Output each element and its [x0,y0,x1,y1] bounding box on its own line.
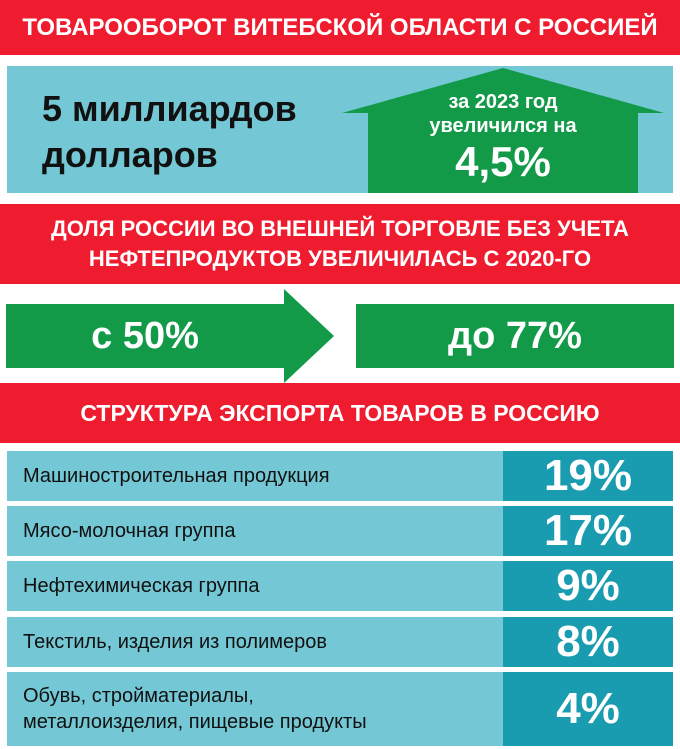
structure-row-label-text-2: металлоизделия, пищевые продукты [23,711,367,733]
share-to-box [356,304,674,368]
structure-row-value-text: 19% [543,451,633,500]
turnover-amount-line1: 5 миллиардов [42,88,297,129]
structure-heading-text: СТРУКТУРА ЭКСПОРТА ТОВАРОВ В РОССИЮ [80,399,600,426]
structure-row-label-text: Мясо-молочная группа [23,519,236,542]
structure-row-label-text: Нефтехимическая группа [23,574,260,597]
structure-row-1-label [7,451,503,501]
structure-row-value-text: 8% [556,617,620,666]
growth-value: 4,5% [455,138,551,185]
growth-text [368,90,638,186]
share-from-value: с 50% [91,314,199,357]
growth-line1: за 2023 год [448,91,558,113]
turnover-amount-line2: долларов [42,134,218,175]
structure-row-value-text: 4% [556,684,620,733]
structure-row-1-value [503,451,673,501]
share-heading-line2: НЕФТЕПРОДУКТОВ УВЕЛИЧИЛАСЬ С 2020-ГО [88,246,592,271]
structure-row-3-value [503,561,673,611]
structure-row-4-value [503,617,673,667]
title-bar [0,0,680,55]
structure-row-4-label [7,617,503,667]
share-to-value: до 77% [448,314,582,357]
growth-line2: увеличился на [429,115,577,137]
turnover-amount [42,86,342,178]
share-from [6,304,284,368]
structure-row-2-value [503,506,673,556]
structure-row-value-text: 17% [543,506,633,555]
structure-row-5-value [503,672,673,746]
share-heading-line1: ДОЛЯ РОССИИ ВО ВНЕШНЕЙ ТОРГОВЛЕ БЕЗ УЧЕТА [51,216,629,241]
structure-row-label-text: Обувь, стройматериалы, [23,685,254,707]
structure-row-3-label [7,561,503,611]
structure-row-label-text: Текстиль, изделия из полимеров [23,630,327,653]
share-heading [0,204,680,284]
structure-heading [0,383,680,443]
structure-row-value-text: 9% [556,561,620,610]
page-title: ТОВАРООБОРОТ ВИТЕБСКОЙ ОБЛАСТИ С РОССИЕЙ [22,13,658,41]
structure-row-label-text: Машиностроительная продукция [23,464,330,487]
structure-row-2-label [7,506,503,556]
structure-row-5-label [7,672,503,746]
